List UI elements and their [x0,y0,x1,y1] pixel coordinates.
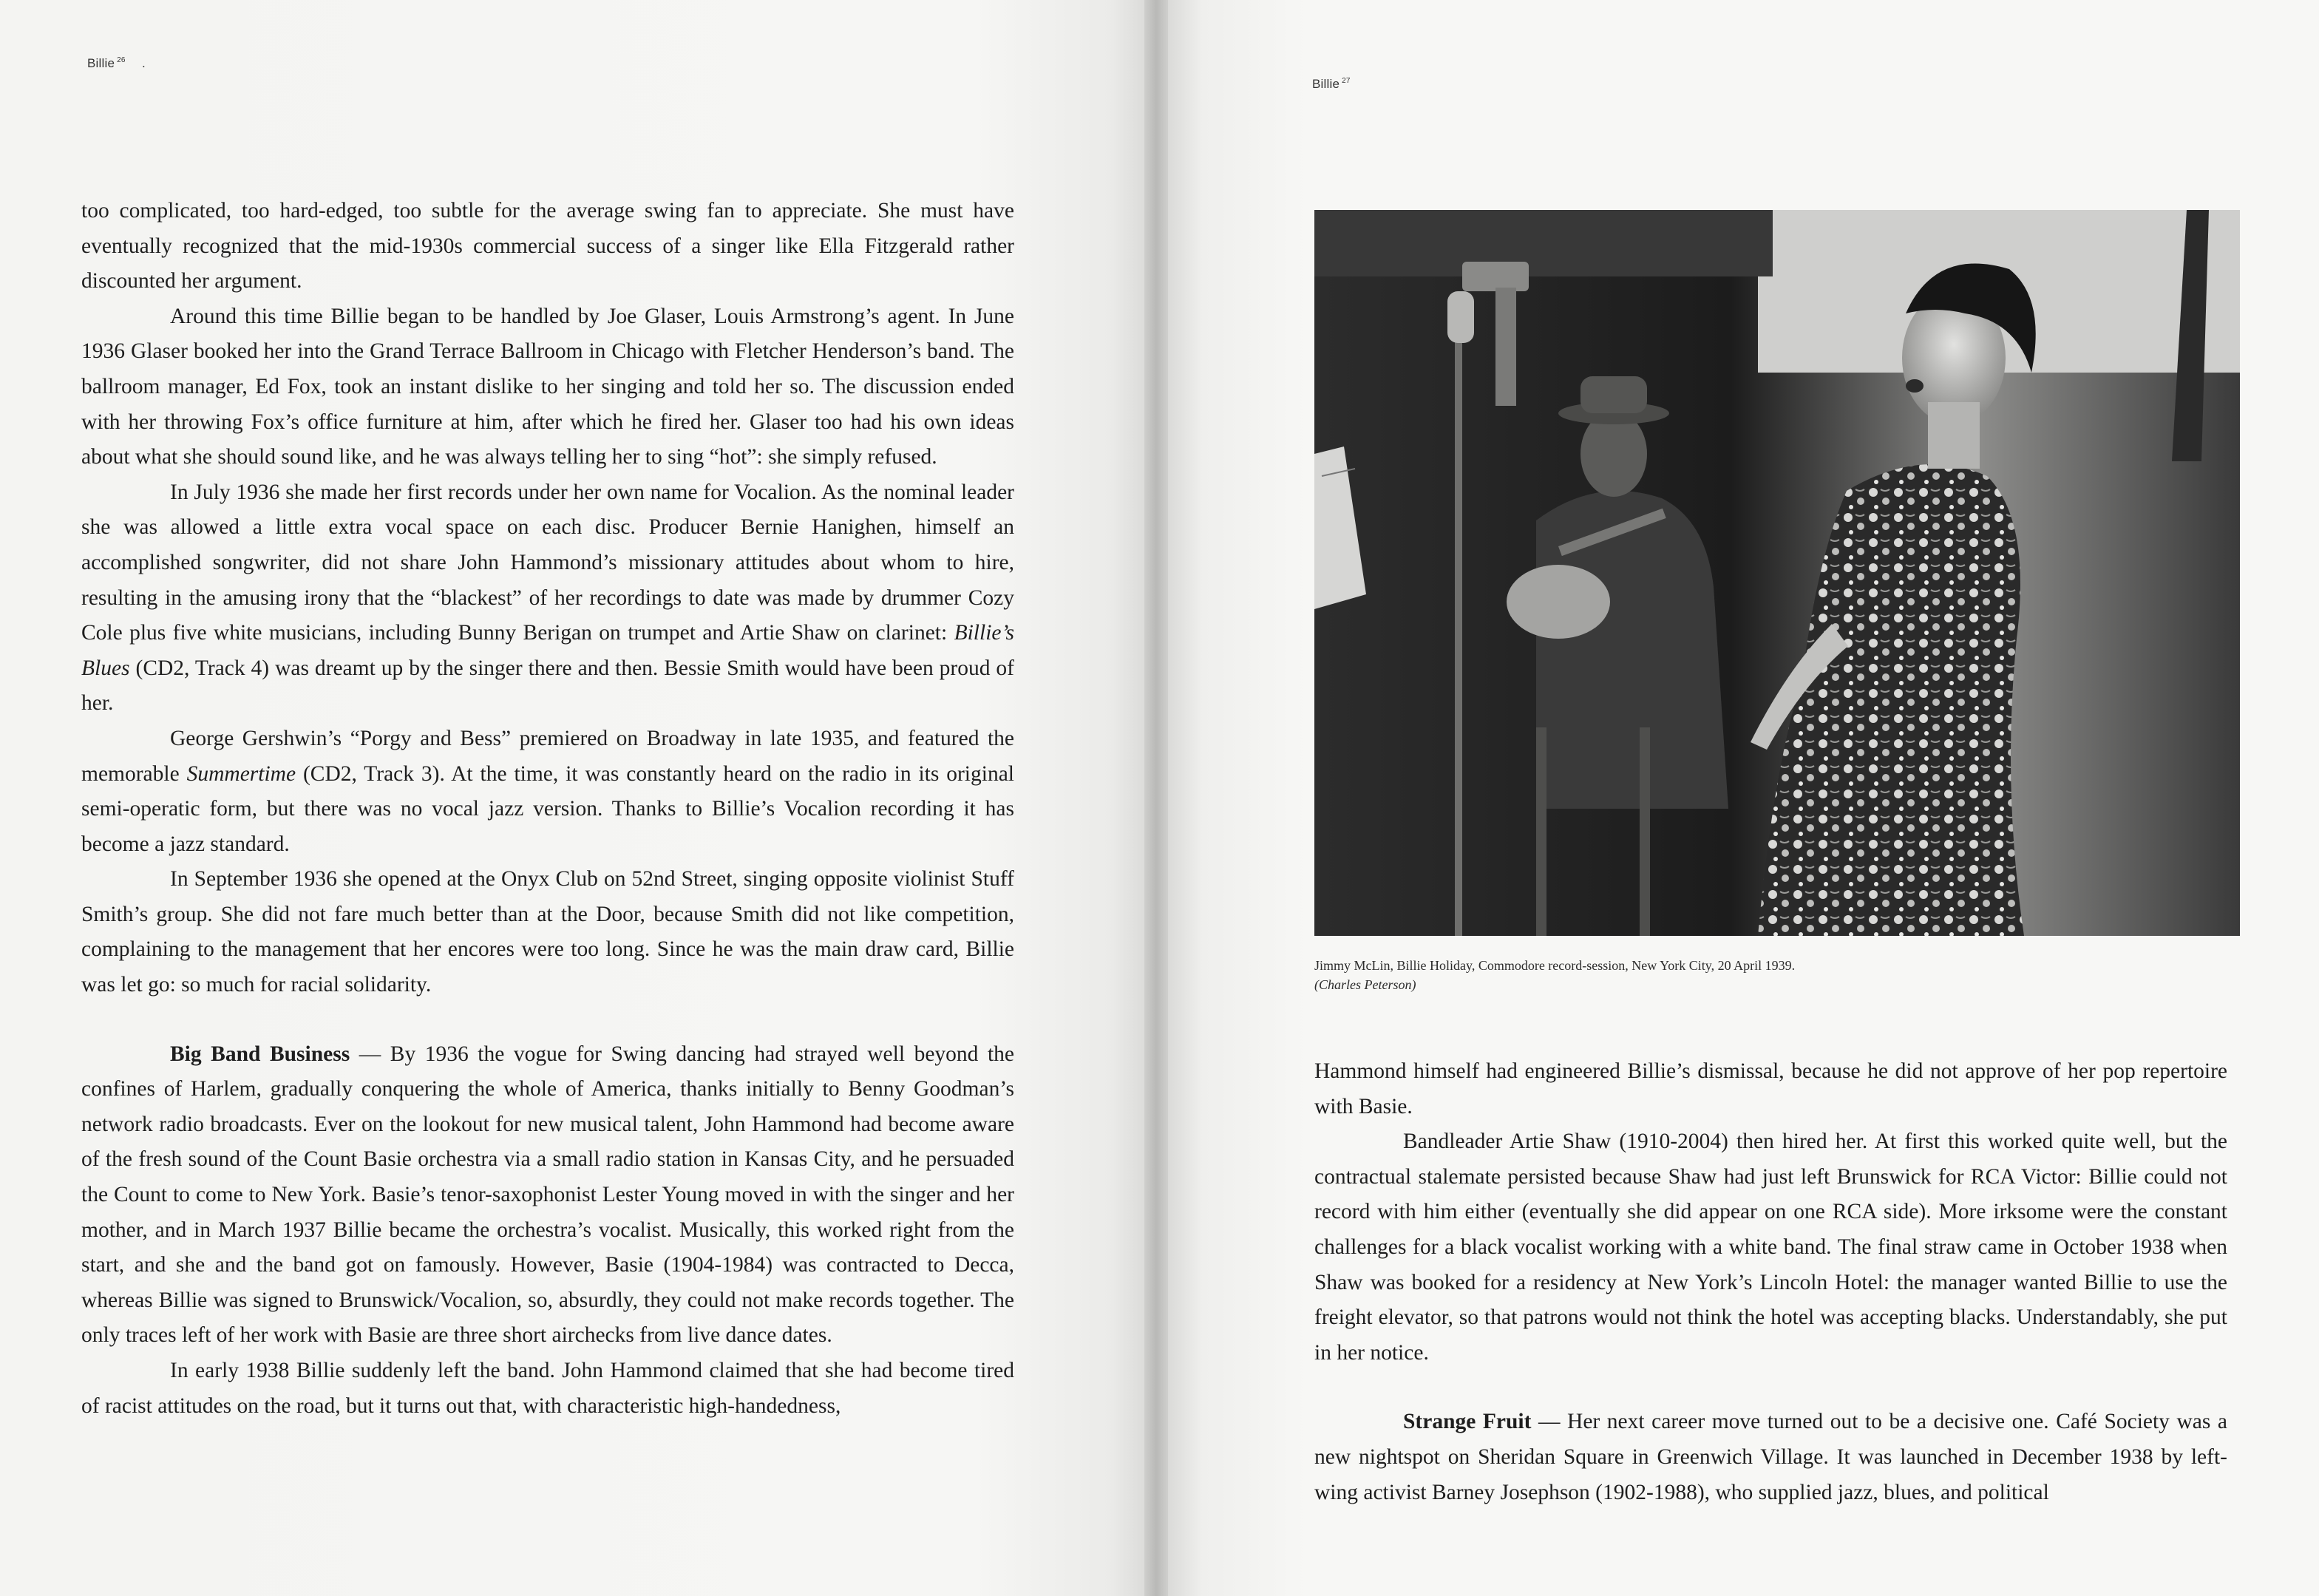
left-paragraph-5: In September 1936 she opened at the Onyx Club on 52nd Street, singing opposite violinist Stuff Smith’s group. She did not fare much better than at the Door, because Smith did not like competition, complaining to the management that her encores were too long. Since he was the main draw card, Billie was let go: so much for racial solidarity. [81,867,1014,997]
book-gutter [1144,0,1168,1596]
left-page [0,0,1144,1596]
photo-credit: (Charles Peterson) [1314,977,1416,992]
session-photo [1314,210,2240,936]
left-running-head-title: Billie [87,56,115,70]
right-page [1168,0,2319,1596]
right-section-strange-fruit-text: — Her next career move turned out to be a decisive one. Café Society was a new nightspot on Sheridan Square in Greenwich Village. It was launched in December 1938 by left-wing activist Barney Josephson (1902-1988), who supplied jazz, blues, and political [1314,1410,2227,1504]
right-section-strange-fruit [1314,1405,2227,1510]
left-head-dot: . [142,56,146,70]
section-heading-strange-fruit: Strange Fruit [1403,1410,1532,1434]
left-paragraph-3 [81,475,1014,721]
right-body-text [1314,1054,2227,1510]
left-paragraph-7: In early 1938 Billie suddenly left the band. John Hammond claimed that she had become tired of racist attitudes on the road, but it turns out that, with characteristic high-handedness, [81,1359,1014,1418]
left-paragraph-3-text-before: In July 1936 she made her first records under her own name for Vocalion. As the nominal leader she was allowed a little extra vocal space on each disc. Producer Bernie Hanighen, himself an accomplished songwriter, did not share John Hammond’s missionary attitudes about whom to hire, resulting in the amusing irony that the “blackest” of her recordings to date was made by drummer Cozy Cole plus five white musicians, including Bunny Berigan on trumpet and Artie Shaw on clarinet: [81,480,1014,645]
section-heading-big-band-business: Big Band Business [170,1042,350,1066]
left-paragraph-4-text-before: George Gershwin’s “Porgy and Bess” premiered on Broadway in late 1935, and featured the memorable [81,726,1014,786]
left-paragraph-4 [81,721,1014,862]
left-paragraph-4-text-after: (CD2, Track 3). At the time, it was constantly heard on the radio in its original semi-operatic form, but there was no vocal jazz version. Thanks to Billie’s Vocalion recording it has become a jazz standard. [81,761,1014,856]
left-paragraph-1: too complicated, too hard-edged, too subtle for the average swing fan to appreciate. She must have eventually recognized that the mid-1930s commercial success of a singer like Ella Fitzgerald rather discounted her argument. [81,199,1014,293]
right-page-number: 27 [1342,77,1351,85]
left-page-number: 26 [117,56,126,64]
left-paragraph-3-song-title: Billie’s Blues [81,621,1014,680]
left-running-head [87,56,126,71]
right-running-head-title: Billie [1312,77,1340,91]
photo-caption-text: Jimmy McLin, Billie Holiday, Commodore record-session, New York City, 20 April 1939. [1314,958,1796,973]
left-section-big-band-business-text: — By 1936 the vogue for Swing dancing had strayed well beyond the confines of Harlem, gradually conquering the whole of America, thanks initially to Benny Goodman’s network radio broadcasts. Ever on the lookout for new musical talent, John Hammond had become aware of the fresh sound of the Count Basie orchestra via a small radio station in Kansas City, and he persuaded the Count to come to New York. Basie’s tenor-saxophonist Lester Young moved in with the singer and her mother, and in March 1937 Billie became the orchestra’s vocalist. Musically, this worked right from the start, and she and the band got on famously. However, Basie (1904-1984) was contracted to Decca, whereas Billie was signed to Brunswick/Vocalion, so, absurdly, they could not make records together. The only traces left of her work with Basie are three short airchecks from live dance dates. [81,1042,1014,1348]
left-body-text [81,194,1014,1424]
left-paragraph-3-text-after: (CD2, Track 4) was dreamt up by the singer there and then. Bessie Smith would have been proud of her. [81,656,1014,716]
left-paragraph-4-song-title: Summertime [186,761,296,786]
right-running-head [1312,77,1351,92]
right-paragraph-1: Hammond himself had engineered Billie’s dismissal, because he did not approve of her pop repertoire with Basie. [1314,1059,2227,1118]
left-paragraph-2: Around this time Billie began to be handled by Joe Glaser, Louis Armstrong’s agent. In June 1936 Glaser booked her into the Grand Terrace Ballroom in Chicago with Fletcher Henderson’s band. The ballroom manager, Ed Fox, took an instant dislike to her singing and told her so. The discussion ended with her throwing Fox’s office furniture at him, after which he fired her. Glaser too had his own ideas about what she should sound like, and he was always telling her to sing “hot”: she simply refused. [81,304,1014,469]
right-paragraph-2: Bandleader Artie Shaw (1910-2004) then hired her. At first this worked quite well, but the contractual stalemate persisted because Shaw had just left Brunswick for RCA Victor: Billie could not record with him either (eventually she did appear on one RCA side). More irksome were the constant challenges for a black vocalist working with a white band. The final straw came in October 1938 when Shaw was booked for a residency at New York’s Lincoln Hotel: the manager wanted Billie to use the freight elevator, so that patrons would not think the hotel was accepting blacks. Understandably, she put in her notice. [1314,1130,2227,1365]
session-photo-image [1314,210,2240,936]
left-section-big-band-business [81,1037,1014,1354]
photo-caption [1314,956,2240,994]
